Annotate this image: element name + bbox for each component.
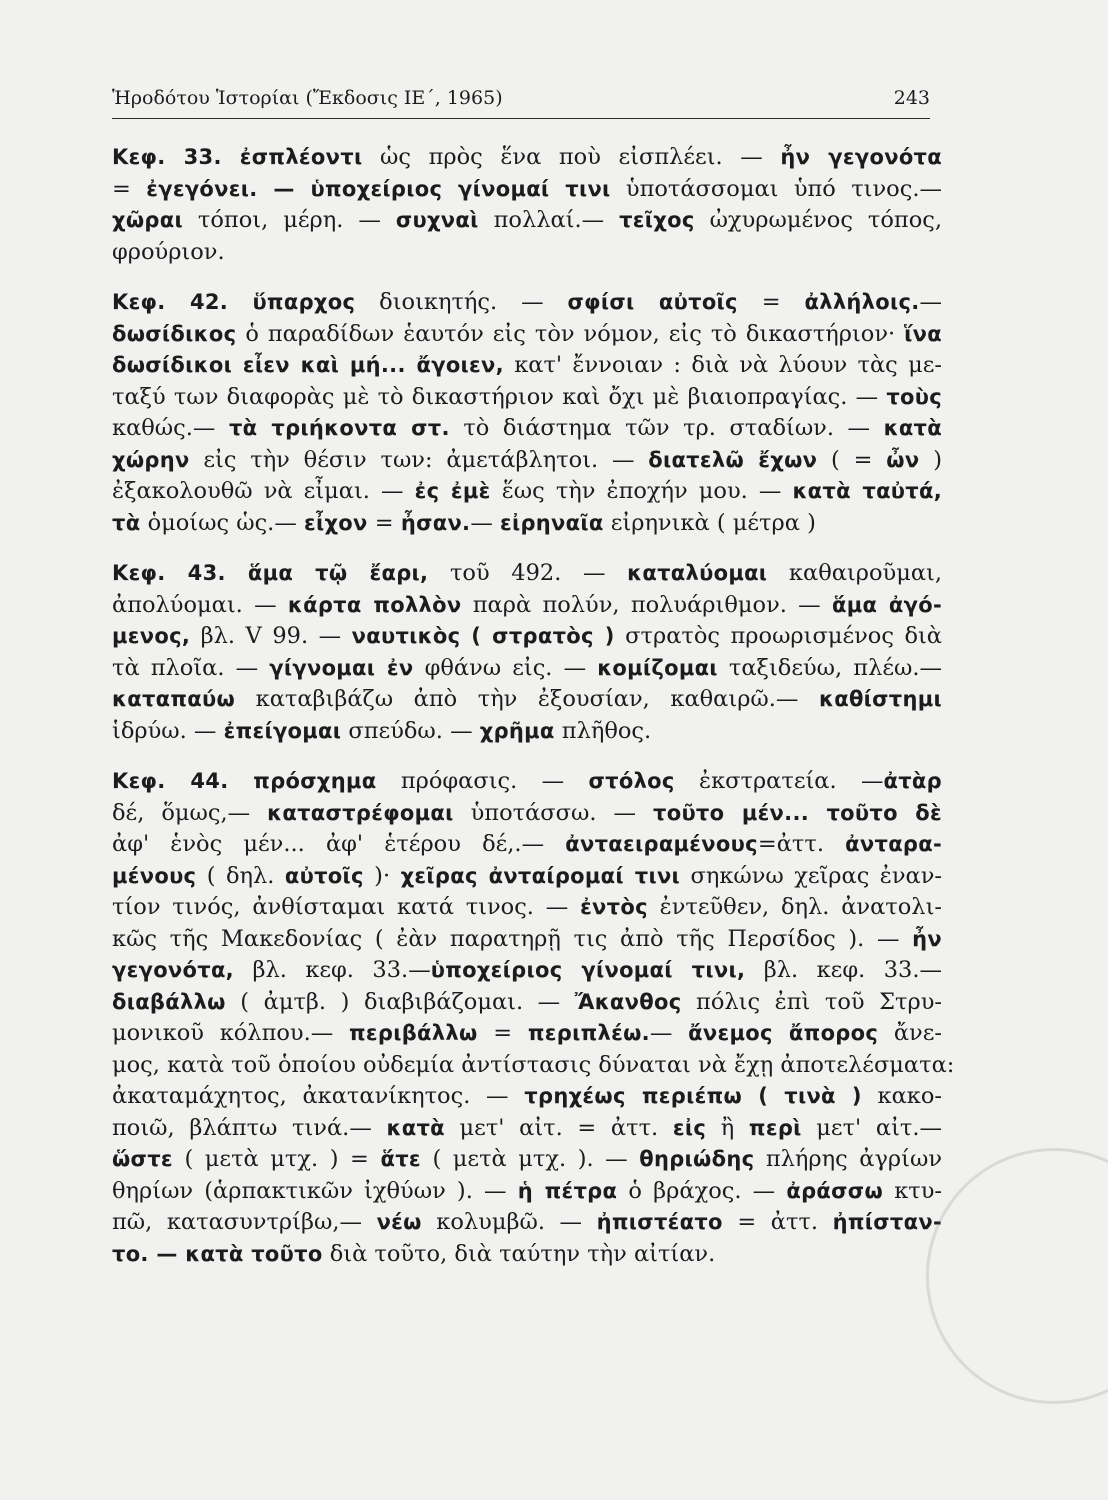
text-line xyxy=(112,684,942,716)
lemma-term: καταπαύω xyxy=(112,687,236,711)
library-stamp xyxy=(926,1148,1108,1404)
lemma-term: καταλύομαι xyxy=(627,561,768,585)
gloss-text: εἰς τὴν θέσιν των: ἀμετάβλητοι. — xyxy=(189,446,649,473)
gloss-text: ὡς πρὸς ἕνα ποὺ εἰσπλέει. — xyxy=(362,144,781,170)
paragraph-kef xyxy=(112,287,942,539)
text-line xyxy=(112,1176,942,1208)
lemma-term: θηριώδης xyxy=(639,1147,755,1171)
gloss-text: ποιῶ, βλάπτω τινά.— xyxy=(112,1114,387,1141)
gloss-text: κατ' ἔννοιαν : διὰ νὰ λύουν τὰς με- xyxy=(503,352,942,378)
gloss-text: ἀκαταμάχητος, ἀκατανίκητος. — xyxy=(112,1083,525,1109)
lemma-term: ἄνεμος ἄπορος xyxy=(688,1021,879,1045)
gloss-text: ὑποτάσσω. — xyxy=(453,799,654,826)
paragraph-kef xyxy=(112,558,942,747)
lemma-term: τρηχέως περιέπω ( τινὰ ) xyxy=(524,1084,862,1108)
gloss-text: ἐκστρατεία. — xyxy=(674,768,884,794)
text-line xyxy=(112,861,942,893)
lemma-term: ἀνταειραμένους xyxy=(565,832,758,856)
paragraph-gap xyxy=(112,539,942,558)
gloss-text: ὑποτάσσομαι ὑπό τινος.— xyxy=(610,175,942,202)
lemma-term: περὶ xyxy=(748,1115,802,1140)
lemma-term: μένους xyxy=(112,863,197,888)
gloss-text: ἄνε- xyxy=(878,1020,942,1046)
gloss-text: τὰ πλοῖα. — xyxy=(112,654,270,681)
gloss-text: πρόφασις. — xyxy=(376,768,589,794)
lemma-term: χώρην xyxy=(112,447,190,472)
page-number: 243 xyxy=(893,87,930,109)
text-line xyxy=(112,1207,942,1239)
lemma-term: ἦσαν. xyxy=(400,510,471,535)
lemma-term: συχναὶ xyxy=(395,208,479,232)
gloss-text: εἰρηνικὰ ( μέτρα ) xyxy=(603,509,816,536)
gloss-text: σηκώνω χεῖρας ἐναν- xyxy=(680,862,942,889)
lemma-term: εἰρηναῖα xyxy=(499,510,604,535)
gloss-text: βλ. κεφ. 33.— xyxy=(745,957,942,983)
gloss-text: ( ἀμτβ. ) διαβιβάζομαι. — xyxy=(225,988,575,1015)
lemma-term: καταστρέφομαι xyxy=(267,800,454,825)
text-line xyxy=(112,653,942,685)
lemma-term: μενος, xyxy=(112,624,191,648)
paragraph-gap xyxy=(112,747,942,766)
text-line xyxy=(112,955,942,987)
gloss-text: καθαιροῦμαι, xyxy=(767,560,942,586)
gloss-text: ἐντεῦθεν, δηλ. ἀνατολι- xyxy=(647,894,942,920)
lemma-term: ὑποχείριος γίνομαί τινι, xyxy=(430,958,746,982)
lemma-term: Κεφ. 42. ὕπαρχος xyxy=(112,290,356,314)
lemma-term: κατὰ ταὐτά, xyxy=(792,479,942,503)
lemma-term: ἡ πέτρα xyxy=(517,1178,618,1203)
lemma-term: τὰ τριήκοντα στ. xyxy=(228,416,450,440)
text-line xyxy=(112,716,942,748)
lemma-term: νέω xyxy=(376,1210,422,1234)
text-line xyxy=(112,798,942,830)
lemma-term: ἀράσσω xyxy=(786,1178,884,1203)
lemma-term: κομίζομαι xyxy=(597,655,718,680)
text-line xyxy=(112,382,942,414)
lemma-term: χεῖρας ἀνταίρομαί τινι xyxy=(400,863,681,888)
gloss-text: βλ. κεφ. 33.— xyxy=(233,957,431,983)
text-line xyxy=(112,350,942,382)
lemma-term: διαβάλλω xyxy=(112,989,226,1014)
gloss-text: = ἀττ. xyxy=(722,1209,833,1235)
lemma-term: ὥστε xyxy=(112,1147,173,1171)
gloss-text: μος, κατὰ τοῦ ὁποίου οὐδεμία ἀντίστασις δύναται νὰ ἔχῃ ἀποτελέσματα: xyxy=(112,1051,955,1078)
lemma-term: χρῆμα xyxy=(479,718,555,743)
text-line xyxy=(112,1081,942,1113)
gloss-text: ἐξακολουθῶ νὰ εἶμαι. — xyxy=(112,478,415,504)
lemma-term: τοὺς xyxy=(886,384,942,409)
text-line xyxy=(112,508,942,540)
text-line xyxy=(112,829,942,861)
gloss-text: σπεύδω. — xyxy=(341,717,480,744)
gloss-text: καθώς.— xyxy=(112,415,229,441)
gloss-text: μετ' αἰτ. = ἀττ. xyxy=(444,1114,673,1141)
gloss-text: διοικητής. — xyxy=(355,289,568,315)
lemma-term: τοῦτο μέν... τοῦτο δὲ xyxy=(653,800,942,825)
gloss-text: = xyxy=(737,289,805,315)
lemma-term: εἰς xyxy=(672,1115,707,1140)
lemma-term: ὦν xyxy=(886,447,920,472)
lemma-term: ἀτὰρ xyxy=(883,769,942,793)
text-line xyxy=(112,142,942,174)
text-line xyxy=(112,174,942,206)
text-line xyxy=(112,445,942,477)
lemma-term: Κεφ. 33. ἐσπλέοντι xyxy=(112,145,363,169)
running-title: Ἡροδότου Ἱστορίαι (Ἔκδοσις ΙΕ΄, 1965) xyxy=(112,87,503,109)
gloss-text: ὁμοίως ὡς.— xyxy=(140,509,304,536)
lemma-term: αὐτοῖς xyxy=(284,863,364,888)
gloss-text: τίον τινός, ἀνθίσταμαι κατά τινος. — xyxy=(112,894,581,920)
lemma-term: ἦν xyxy=(912,926,942,951)
page-header xyxy=(112,86,930,110)
lemma-term: ἐντὸς xyxy=(580,895,648,919)
paragraph-kef xyxy=(112,142,942,268)
lemma-term: κατὰ xyxy=(386,1115,445,1140)
gloss-text: πλῆθος. xyxy=(554,717,652,744)
gloss-text: ἕως τὴν ἐποχήν μου. — xyxy=(490,478,793,504)
gloss-text: ( μετὰ μτχ. ). — xyxy=(420,1146,640,1172)
lemma-term: ἐπείγομαι xyxy=(223,718,342,743)
lemma-term: ἐς ἐμὲ xyxy=(414,479,491,503)
text-line xyxy=(112,590,942,622)
lemma-term: κατὰ xyxy=(883,416,942,440)
text-line xyxy=(112,287,942,319)
text-line xyxy=(112,1239,942,1271)
gloss-text: ταξιδεύω, πλέω.— xyxy=(717,654,942,681)
lemma-term: το. — κατὰ τοῦτο xyxy=(112,1241,323,1266)
gloss-text: ( μετὰ μτχ. ) = xyxy=(172,1146,381,1172)
lemma-term: Ἄκανθος xyxy=(574,989,682,1014)
lemma-term: τὰ xyxy=(112,510,141,535)
gloss-text: ὠχυρωμένος τόπος, xyxy=(694,207,942,233)
gloss-text: πόλις ἐπὶ τοῦ Στρυ- xyxy=(681,988,942,1015)
text-line xyxy=(112,1144,942,1176)
gloss-text: παρὰ πολύν, πολυάριθμον. — xyxy=(461,591,832,618)
lemma-term: ἅτε xyxy=(380,1147,421,1171)
gloss-text: ἱδρύω. — xyxy=(112,717,224,744)
lemma-term: Κεφ. 44. πρόσχημα xyxy=(112,769,377,793)
gloss-text: βλ. V 99. — xyxy=(190,623,352,649)
gloss-text: διὰ τοῦτο, διὰ ταύτην τὴν αἰτίαν. xyxy=(322,1240,716,1267)
glossary-body xyxy=(112,142,955,1270)
text-line xyxy=(112,237,942,269)
lemma-term: σφίσι αὐτοῖς xyxy=(567,290,738,314)
lemma-term: χῶραι xyxy=(112,208,183,232)
text-line xyxy=(112,892,942,924)
gloss-text: μονικοῦ κόλπου.— xyxy=(112,1020,349,1046)
text-line xyxy=(112,1018,942,1050)
text-line xyxy=(112,987,942,1019)
lemma-term: δωσίδικοι εἶεν καὶ μή... ἄγοιεν, xyxy=(112,353,504,377)
text-line xyxy=(112,766,942,798)
gloss-text: = xyxy=(367,509,401,536)
gloss-text: τοῦ 492. — xyxy=(428,560,628,586)
lemma-term: γεγονότα, xyxy=(112,958,234,982)
text-line xyxy=(112,1113,942,1145)
lemma-term: κάρτα πολλὸν xyxy=(287,592,462,617)
gloss-text: ταξύ των διαφορὰς μὲ τὸ δικαστήριον καὶ ὄχι μὲ βιαιοπραγίας. — xyxy=(112,383,887,410)
lemma-term: ἠπίσταν- xyxy=(832,1210,942,1234)
gloss-text: ἢ xyxy=(706,1114,749,1141)
lemma-term: περιβάλλω xyxy=(349,1021,478,1045)
gloss-text: τόποι, μέρη. — xyxy=(182,207,396,233)
text-line xyxy=(112,621,942,653)
gloss-text: τὸ διάστημα τῶν τρ. σταδίων. — xyxy=(449,415,884,441)
gloss-text: κτυ- xyxy=(883,1177,942,1204)
gloss-text: πολλαί.— xyxy=(478,207,620,233)
text-line xyxy=(112,413,942,445)
gloss-text: ( δηλ. xyxy=(196,862,285,889)
gloss-text: ( = xyxy=(817,446,887,473)
gloss-text: κακο- xyxy=(861,1083,943,1109)
gloss-text: — xyxy=(649,1020,689,1046)
lemma-term: γίγνομαι ἐν xyxy=(269,655,414,680)
lemma-term: ἠπιστέατο xyxy=(596,1210,723,1234)
gloss-text: δέ, ὅμως,— xyxy=(112,799,268,826)
gloss-text: θηρίων (ἁρπακτικῶν ἰχθύων ). — xyxy=(112,1177,518,1204)
gloss-text: =ἀττ. xyxy=(757,831,846,857)
gloss-text: φρούριον. xyxy=(112,238,225,265)
gloss-text: καταβιβάζω ἀπὸ τὴν ἐξουσίαν, καθαιρῶ.— xyxy=(235,686,819,712)
gloss-text: — xyxy=(919,289,942,315)
lemma-term: καθίστημι xyxy=(819,687,942,711)
lemma-term: στόλος xyxy=(588,769,675,793)
lemma-term: ἀλλήλοις. xyxy=(804,290,920,314)
gloss-text: ) xyxy=(919,446,942,473)
text-line xyxy=(112,476,942,508)
gloss-text: κολυμβῶ. — xyxy=(421,1209,597,1235)
lemma-term: περιπλέω. xyxy=(527,1021,650,1045)
gloss-text: ἀπολύομαι. — xyxy=(112,591,288,618)
text-line xyxy=(112,205,942,237)
text-line xyxy=(112,924,942,956)
header-rule xyxy=(112,118,930,119)
lemma-term: τεῖχος xyxy=(619,208,695,232)
gloss-text: στρατὸς προωρισμένος διὰ xyxy=(614,623,943,649)
gloss-text: ὁ βράχος. — xyxy=(617,1177,787,1204)
paragraph-gap xyxy=(112,268,942,287)
lemma-term: ἵνα xyxy=(904,321,942,346)
gloss-text: = xyxy=(477,1020,528,1046)
paragraph-kef xyxy=(112,766,955,1270)
lemma-term: ἅμα ἀγό- xyxy=(831,592,943,617)
gloss-text: ἀφ' ἑνὸς μέν... ἀφ' ἑτέρου δέ,.— xyxy=(112,831,566,857)
lemma-term: Κεφ. 43. ἅμα τῷ ἔαρι, xyxy=(112,561,429,585)
lemma-term: ἦν γεγονότα xyxy=(780,145,942,169)
gloss-text: φθάνω εἰς. — xyxy=(413,654,598,681)
lemma-term: δωσίδικος xyxy=(112,321,237,346)
gloss-text: κῶς τῆς Μακεδονίας ( ἐὰν παρατηρῇ τις ἀπὸ τῆς Περσίδος ). — xyxy=(112,925,913,952)
lemma-term: ἐγεγόνει. — ὑποχείριος γίνομαί τινι xyxy=(146,176,611,201)
gloss-text: )· xyxy=(363,862,401,889)
text-line xyxy=(112,558,942,590)
lemma-term: ναυτικὸς ( στρατὸς ) xyxy=(351,624,615,648)
gloss-text: πῶ, κατασυντρίβω,— xyxy=(112,1209,377,1235)
gloss-text: μετ' αἰτ.— xyxy=(801,1114,943,1141)
text-line xyxy=(112,319,942,351)
gloss-text: ὁ παραδίδων ἑαυτόν εἰς τὸν νόμον, εἰς τὸ δικαστήριον· xyxy=(236,320,905,347)
gloss-text: — xyxy=(470,509,500,536)
text-line xyxy=(112,1050,955,1082)
lemma-term: εἶχον xyxy=(303,510,368,535)
lemma-term: ἀνταρα- xyxy=(845,832,942,856)
lemma-term: διατελῶ ἔχων xyxy=(648,447,818,472)
gloss-text: πλήρης ἀγρίων xyxy=(754,1146,943,1172)
gloss-text: = xyxy=(112,175,147,202)
